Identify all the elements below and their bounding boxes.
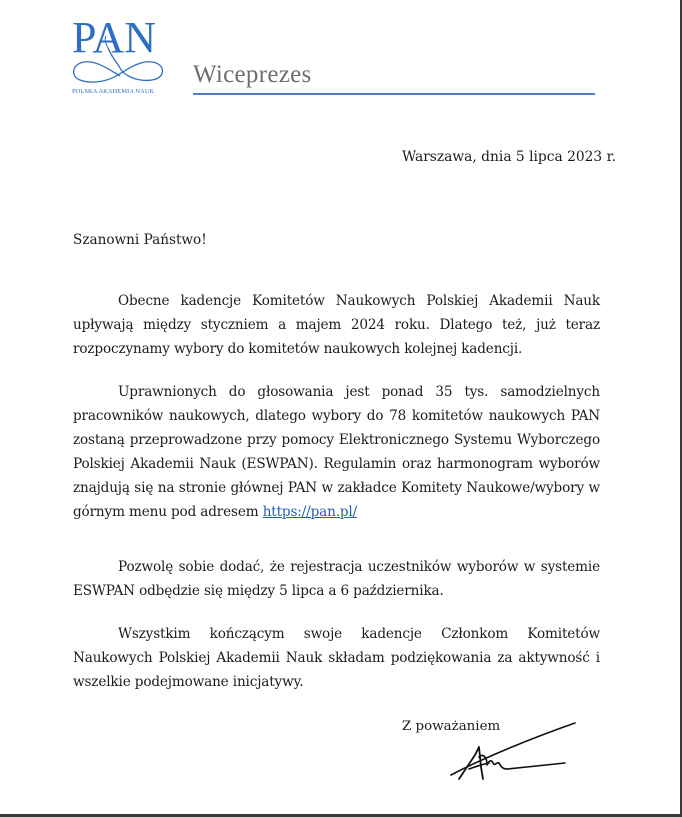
closing-line: Z poważaniem [402,719,501,734]
salutation: Szanowni Państwo! [73,232,207,248]
paragraph-2 [73,380,600,524]
pan-website-link[interactable]: https://pan.pl/ [262,504,358,520]
paragraph-3: Pozwolę sobie dodać, że rejestracja uczestników wyborów w systemie ESWPAN odbędzie się między 5 lipca a 6 października. [73,559,600,599]
office-title: Wiceprezes [193,61,312,88]
header-divider [193,93,595,95]
paragraph-1: Obecne kadencje Komitetów Naukowych Polskiej Akademii Nauk upływają między styczniem a majem 2024 roku. Dlatego też, już teraz rozpoczynamy wybory do komitetów naukowych kolejnej kadencji. [73,293,600,357]
pan-logo [68,13,168,100]
paragraph-2-text: Uprawnionych do głosowania jest ponad 35 tys. samodzielnych pracowników naukowych, dlatego wybory do 78 komitetów naukowych PAN zostaną przeprowadzone przy pomocy Elektronicznego Systemu Wyborczego Polskiej Akademii Nauk (ESWPAN). Regulamin oraz harmonogram wyborów znajdują się na stronie głównej PAN w zakładce Komitety Naukowe/wybory w górnym menu pod adresem [73,384,600,520]
date-line: Warszawa, dnia 5 lipca 2023 r. [402,149,617,165]
signature-icon [445,717,580,787]
logo-subtitle: POLSKA AKADEMIA NAUK [72,88,155,95]
logo-wordmark: PAN [72,13,156,62]
paragraph-4: Wszystkim kończącym swoje kadencje Członkom Komitetów Naukowych Polskiej Akademii Nauk składam podziękowania za aktywność i wszelkie podejmowane inicjatywy. [73,626,600,690]
